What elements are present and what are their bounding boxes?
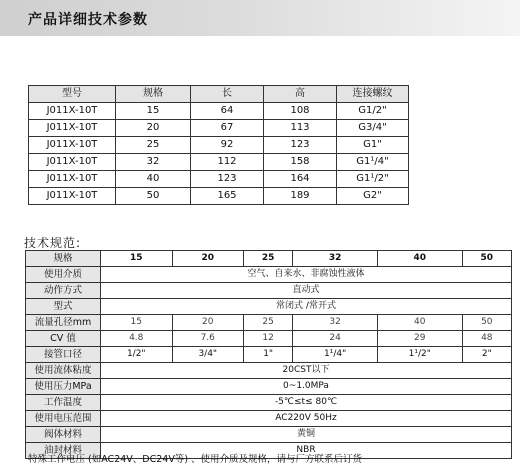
model-dimension-table [28, 85, 409, 205]
body-material-value: 黄铜 [101, 427, 512, 443]
orifice-cell: 32 [293, 315, 378, 331]
table-row [26, 315, 512, 331]
table-row [26, 299, 512, 315]
table-cell: G1¹/4" [337, 154, 409, 171]
table-cell: J011X-10T [29, 103, 116, 120]
table-header-row [29, 86, 409, 103]
table-cell: 108 [264, 103, 337, 120]
port-cell: 2" [462, 347, 511, 363]
table-cell: G1" [337, 137, 409, 154]
orifice-cell: 15 [101, 315, 173, 331]
row-label: 油封材料 [26, 443, 101, 459]
size-cell: 40 [377, 251, 462, 267]
table-row [26, 283, 512, 299]
table-cell: 158 [264, 154, 337, 171]
column-header: 长 [191, 86, 264, 103]
table-cell: 50 [116, 188, 191, 205]
port-cell: 3/4" [172, 347, 244, 363]
row-label: 型式 [26, 299, 101, 315]
table-cell: G1/2" [337, 103, 409, 120]
table-cell: 15 [116, 103, 191, 120]
medium-value: 空气、自来水、非腐蚀性液体 [101, 267, 512, 283]
row-label: 接管口径 [26, 347, 101, 363]
orifice-cell: 50 [462, 315, 511, 331]
spec-section-title: 技术规范: [24, 236, 82, 250]
row-label: 流量孔径mm [26, 315, 101, 331]
table-row [26, 363, 512, 379]
table-row [26, 347, 512, 363]
size-cell: 25 [244, 251, 293, 267]
table-row [26, 379, 512, 395]
table-row [29, 154, 409, 171]
table-cell: J011X-10T [29, 154, 116, 171]
pressure-value: 0~1.0MPa [101, 379, 512, 395]
cv-cell: 29 [377, 331, 462, 347]
temperature-value: -5℃≤t≤ 80℃ [101, 395, 512, 411]
row-label: 使用压力MPa [26, 379, 101, 395]
table-cell: G1¹/2" [337, 171, 409, 188]
table-cell: 25 [116, 137, 191, 154]
row-label: 动作方式 [26, 283, 101, 299]
port-cell: 1¹/4" [293, 347, 378, 363]
table-cell: G2" [337, 188, 409, 205]
table-row [26, 251, 512, 267]
table-row [26, 331, 512, 347]
table-cell: 40 [116, 171, 191, 188]
orifice-cell: 40 [377, 315, 462, 331]
table-row [26, 267, 512, 283]
cv-cell: 24 [293, 331, 378, 347]
seal-material-value: NBR [101, 443, 512, 459]
cv-cell: 4.8 [101, 331, 173, 347]
port-cell: 1" [244, 347, 293, 363]
table-row [26, 411, 512, 427]
size-cell: 32 [293, 251, 378, 267]
table-cell: J011X-10T [29, 171, 116, 188]
cv-cell: 48 [462, 331, 511, 347]
column-header: 高 [264, 86, 337, 103]
row-label: 使用介质 [26, 267, 101, 283]
port-cell: 1¹/2" [377, 347, 462, 363]
section-header-title: 产品详细技术参数 [28, 12, 148, 28]
table-cell: 112 [191, 154, 264, 171]
table-row [29, 120, 409, 137]
row-label: CV 值 [26, 331, 101, 347]
column-header: 型号 [29, 86, 116, 103]
table-cell: 64 [191, 103, 264, 120]
table-cell: 67 [191, 120, 264, 137]
row-label: 使用流体粘度 [26, 363, 101, 379]
action-value: 直动式 [101, 283, 512, 299]
cv-cell: 12 [244, 331, 293, 347]
row-label: 工作温度 [26, 395, 101, 411]
row-label: 阀体材料 [26, 427, 101, 443]
size-cell: 20 [172, 251, 244, 267]
table-cell: 113 [264, 120, 337, 137]
column-header: 规格 [116, 86, 191, 103]
table-cell: 164 [264, 171, 337, 188]
row-label: 规格 [26, 251, 101, 267]
voltage-value: AC220V 50Hz [101, 411, 512, 427]
table-cell: 123 [264, 137, 337, 154]
table-row [26, 427, 512, 443]
footnote: 特殊工作电压 (如AC24V、DC24V等) 、使用介质及规格，请与厂方联系后订货 [28, 454, 363, 465]
table-cell: 92 [191, 137, 264, 154]
table-cell: G3/4" [337, 120, 409, 137]
table-cell: J011X-10T [29, 120, 116, 137]
table-cell: 165 [191, 188, 264, 205]
spec-table [25, 250, 512, 459]
table-cell: 20 [116, 120, 191, 137]
size-cell: 50 [462, 251, 511, 267]
size-cell: 15 [101, 251, 173, 267]
table-cell: J011X-10T [29, 188, 116, 205]
port-cell: 1/2" [101, 347, 173, 363]
row-label: 使用电压范围 [26, 411, 101, 427]
table-row [29, 137, 409, 154]
table-row [29, 171, 409, 188]
viscosity-value: 20CST以下 [101, 363, 512, 379]
table-cell: 32 [116, 154, 191, 171]
orifice-cell: 25 [244, 315, 293, 331]
table-cell: 189 [264, 188, 337, 205]
table-row [26, 395, 512, 411]
type-value: 常闭式 /常开式 [101, 299, 512, 315]
table-cell: 123 [191, 171, 264, 188]
table-row [29, 103, 409, 120]
table-row [29, 188, 409, 205]
column-header: 连接螺纹 [337, 86, 409, 103]
cv-cell: 7.6 [172, 331, 244, 347]
table-cell: J011X-10T [29, 137, 116, 154]
section-header-bar [0, 0, 520, 36]
orifice-cell: 20 [172, 315, 244, 331]
